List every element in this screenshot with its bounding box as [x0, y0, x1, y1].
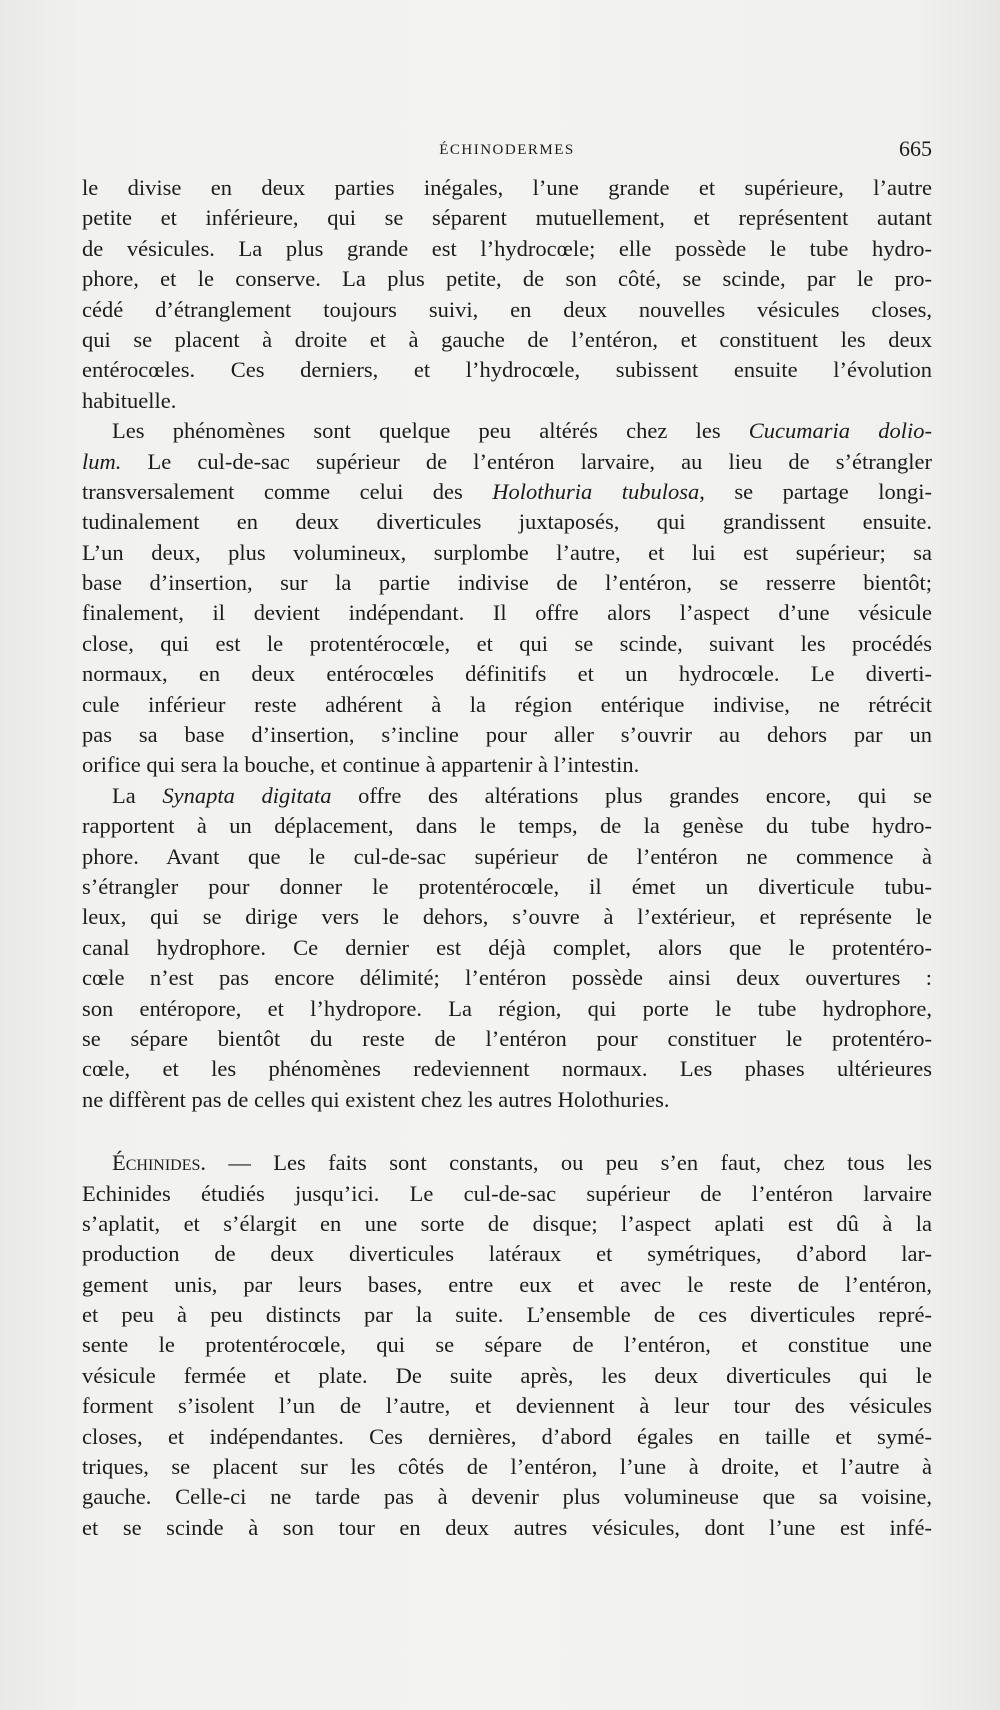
text-line: triques, se placent sur les côtés de l’entéron, l’une à droite, et l’autre à — [82, 1454, 932, 1480]
text-line: leux, qui se dirige vers le dehors, s’ouvre à l’extérieur, et représente le — [82, 904, 932, 930]
text-line: Echinides étudiés jusqu’ici. Le cul-de-sac supérieur de l’entéron larvaire — [82, 1180, 932, 1206]
species-name: Synapta digitata — [162, 782, 332, 808]
section-heading: Échinides. — [112, 1150, 207, 1176]
text-line: finalement, il devient indépendant. Il offre alors l’aspect d’une vésicule — [82, 600, 932, 626]
text-line: closes, et indépendantes. Ces dernières, d’abord égales en taille et symé- — [82, 1423, 932, 1449]
text-line: cœle, et les phénomènes redeviennent normaux. Les phases ultérieures — [82, 1056, 932, 1082]
text-line: close, qui est le protentérocœle, et qui se scinde, suivant les procédés — [82, 630, 932, 656]
text-line: le divise en deux parties inégales, l’une grande et supérieure, l’autre — [82, 175, 932, 200]
text-line: entérocœles. Ces derniers, et l’hydrocœle, subissent ensuite l’évolution — [82, 357, 932, 383]
text-line: normaux, en deux entérocœles définitifs et un hydrocœle. Le diverti- — [82, 661, 932, 687]
text-line: production de deux diverticules latéraux et symétriques, d’abord lar- — [82, 1241, 932, 1267]
text-line: s’étrangler pour donner le protentérocœle, il émet un diverticule tubu- — [82, 873, 932, 899]
text-line: orifice qui sera la bouche, et continue à appartenir à l’intestin. — [82, 752, 640, 778]
text-line: transversalement comme celui des Holothuria tubulosa, se partage longi- — [82, 478, 932, 504]
species-name: Holothuria tubulosa — [492, 478, 700, 504]
text-line: La Synapta digitata offre des altérations plus grandes encore, qui se — [112, 782, 932, 808]
text-line: cœle n’est pas encore délimité; l’entéron possède ainsi deux ouvertures : — [82, 965, 932, 991]
text-line: s’aplatit, et s’élargit en une sorte de disque; l’aspect aplati est dû à la — [82, 1210, 932, 1236]
text-line: forment s’isolent l’un de l’autre, et deviennent à leur tour des vésicules — [82, 1393, 932, 1419]
text-line: gauche. Celle-ci ne tarde pas à devenir plus volumineuse que sa voisine, — [82, 1484, 932, 1510]
species-name: lum. — [82, 448, 122, 474]
text-line: sente le protentérocœle, qui se sépare de l’entéron, et constitue une — [82, 1332, 932, 1358]
text-line: L’un deux, plus volumineux, surplombe l’autre, et lui est supérieur; sa — [82, 539, 932, 565]
page-header — [82, 136, 932, 166]
text-line: tudinalement en deux diverticules juxtaposés, qui grandissent ensuite. — [82, 509, 932, 535]
text-line: canal hydrophore. Ce dernier est déjà complet, alors que le protentéro- — [82, 934, 932, 960]
section-start-line: Échinides. — Les faits sont constants, ou peu s’en faut, chez tous les — [112, 1150, 932, 1176]
text-line: et se scinde à son tour en deux autres vésicules, dont l’une est infé- — [82, 1514, 932, 1540]
species-name: Cucumaria dolio- — [748, 418, 932, 444]
text-line: Les phénomènes sont quelque peu altérés chez les Cucumaria dolio- — [112, 418, 932, 444]
text-line: pas sa base d’insertion, s’incline pour aller s’ouvrir au dehors par un — [82, 722, 932, 748]
text-line: qui se placent à droite et à gauche de l’entéron, et constituent les deux — [82, 326, 932, 352]
text-line: petite et inférieure, qui se séparent mutuellement, et représentent autant — [82, 205, 932, 231]
page-number: 665 — [899, 136, 932, 161]
text-line: rapportent à un déplacement, dans le temps, de la genèse du tube hydro- — [82, 813, 932, 839]
text-line: habituelle. — [82, 387, 177, 413]
text-line: gement unis, par leurs bases, entre eux et avec le reste de l’entéron, — [82, 1271, 932, 1297]
text-line: ne diffèrent pas de celles qui existent chez les autres Holothuries. — [82, 1086, 670, 1112]
text-line: de vésicules. La plus grande est l’hydrocœle; elle possède le tube hydro- — [82, 235, 932, 261]
text-line: phore. Avant que le cul-de-sac supérieur de l’entéron ne commence à — [82, 843, 932, 869]
text-line: cule inférieur reste adhérent à la région entérique indivise, ne rétrécit — [82, 691, 932, 717]
text-line: lum. Le cul-de-sac supérieur de l’entéron larvaire, au lieu de s’étrangler — [82, 448, 932, 474]
text-line: vésicule fermée et plate. De suite après, les deux diverticules qui le — [82, 1362, 932, 1388]
text-line: base d’insertion, sur la partie indivise de l’entéron, se resserre bientôt; — [82, 570, 932, 596]
text-line: cédé d’étranglement toujours suivi, en deux nouvelles vésicules closes, — [82, 296, 932, 322]
body-text — [82, 173, 932, 1543]
text-line: et peu à peu distincts par la suite. L’ensemble de ces diverticules repré- — [82, 1302, 932, 1328]
text-line: phore, et le conserve. La plus petite, de son côté, se scinde, par le pro- — [82, 266, 932, 292]
running-title: ÉCHINODERMES — [439, 142, 575, 158]
text-line: son entéropore, et l’hydropore. La région, qui porte le tube hydrophore, — [82, 995, 932, 1021]
text-line: se sépare bientôt du reste de l’entéron pour constituer le protentéro- — [82, 1025, 932, 1051]
